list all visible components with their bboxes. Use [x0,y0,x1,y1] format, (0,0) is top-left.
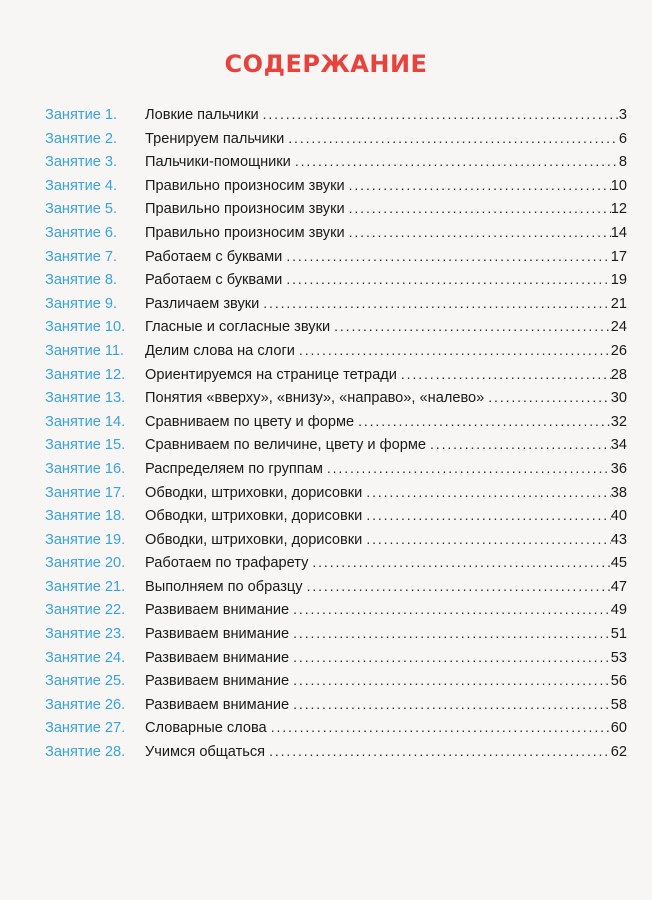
toc-topic: Словарные слова [145,720,267,737]
toc-lesson-number: Занятие 8. [45,272,118,289]
toc-dot-leader [288,127,619,151]
table-of-contents [45,103,627,764]
toc-entry [45,693,627,717]
toc-dot-leader [327,457,611,481]
toc-dot-leader [269,740,611,764]
toc-page-number: 45 [610,555,627,572]
toc-lesson-number: Занятие 3. [45,154,118,171]
toc-topic: Учимся общаться [145,744,266,761]
toc-dot-leader [349,174,611,198]
toc-page-number: 40 [610,508,627,525]
toc-entry [45,622,627,646]
toc-topic: Развиваем внимание [145,626,290,643]
toc-topic: Ловкие пальчики [145,107,259,123]
toc-dot-leader [401,363,611,387]
toc-entry [45,197,627,221]
toc-lesson-number: Занятие 27. [45,720,126,737]
toc-lesson-number: Занятие 10. [45,319,126,336]
toc-topic: Правильно произносим звуки [145,201,345,218]
toc-topic: Тренируем пальчики [145,130,285,147]
toc-entry [45,433,627,457]
toc-page-number: 28 [610,366,627,383]
toc-entry [45,716,627,740]
toc-page-number: 43 [610,531,627,548]
toc-entry [45,103,627,127]
toc-page-number: 34 [610,437,627,454]
toc-topic: Выполняем по образцу [145,578,303,595]
toc-lesson-number: Занятие 2. [45,130,118,147]
toc-page-number: 56 [610,673,627,690]
toc-topic: Пальчики-помощники [145,154,291,171]
toc-entry [45,315,627,339]
toc-dot-leader [349,221,611,245]
toc-dot-leader [286,268,610,292]
toc-lesson-number: Занятие 19. [45,531,126,548]
toc-page-number: 14 [610,224,627,241]
toc-dot-leader [286,245,610,269]
toc-page-number: 17 [610,248,627,265]
toc-topic: Обводки, штриховки, дорисовки [145,484,363,501]
toc-entry [45,410,627,434]
toc-page-number: 19 [610,272,627,289]
toc-entry [45,339,627,363]
toc-entry [45,221,627,245]
toc-page-number: 60 [610,720,627,737]
toc-dot-leader [293,622,611,646]
toc-lesson-number: Занятие 18. [45,508,126,525]
toc-lesson-number: Занятие 4. [45,177,118,194]
toc-lesson-number: Занятие 16. [45,460,126,477]
toc-topic: Различаем звуки [145,295,260,312]
toc-topic: Сравниваем по величине, цвету и форме [145,437,427,454]
toc-entry [45,457,627,481]
toc-dot-leader [299,339,611,363]
toc-dot-leader [293,646,611,670]
toc-dot-leader [488,386,610,410]
toc-lesson-number: Занятие 24. [45,649,126,666]
toc-page-number: 8 [618,154,627,171]
toc-entry [45,386,627,410]
toc-dot-leader [366,504,610,528]
toc-dot-leader [366,481,610,505]
toc-lesson-number: Занятие 22. [45,602,126,619]
toc-dot-leader [295,150,619,174]
toc-topic: Сравниваем по цвету и форме [145,413,355,430]
toc-lesson-number: Занятие 11. [45,342,125,359]
toc-entry [45,127,627,151]
toc-topic: Работаем по трафарету [145,555,309,572]
toc-topic: Развиваем внимание [145,602,290,619]
toc-topic: Развиваем внимание [145,649,290,666]
toc-lesson-number: Занятие 15. [45,437,126,454]
toc-page-number: 6 [618,130,627,147]
toc-lesson-number: Занятие 5. [45,201,118,218]
toc-dot-leader [263,103,619,127]
toc-topic: Делим слова на слоги [145,342,295,359]
toc-entry [45,646,627,670]
toc-entry [45,174,627,198]
toc-page-number: 62 [610,744,627,761]
toc-dot-leader [349,197,611,221]
toc-entry [45,740,627,764]
toc-dot-leader [271,716,611,740]
toc-entry [45,150,627,174]
toc-page-number: 3 [618,107,627,123]
toc-page-number: 21 [610,295,627,312]
toc-entry [45,268,627,292]
toc-topic: Работаем с буквами [145,272,283,289]
toc-page-number: 32 [610,413,627,430]
toc-page-number: 26 [610,342,627,359]
toc-page-number: 12 [610,201,627,218]
page-title: СОДЕРЖАНИЕ [224,50,428,78]
toc-topic: Развиваем внимание [145,696,290,713]
toc-topic: Распределяем по группам [145,460,323,477]
toc-entry [45,481,627,505]
toc-entry [45,551,627,575]
toc-entry [45,575,627,599]
toc-page-number: 47 [610,578,627,595]
toc-lesson-number: Занятие 6. [45,224,118,241]
toc-page-number: 30 [610,390,627,407]
toc-page-number: 49 [610,602,627,619]
toc-dot-leader [430,433,611,457]
toc-lesson-number: Занятие 14. [45,413,126,430]
toc-topic: Ориентируемся на странице тетради [145,366,397,383]
toc-lesson-number: Занятие 20. [45,555,126,572]
toc-lesson-number: Занятие 23. [45,626,126,643]
toc-entry [45,669,627,693]
toc-dot-leader [263,292,610,316]
toc-entry [45,504,627,528]
toc-topic: Правильно произносим звуки [145,224,345,241]
toc-page-number: 24 [610,319,627,336]
toc-lesson-number: Занятие 17. [45,484,126,501]
toc-dot-leader [293,669,611,693]
toc-entry [45,363,627,387]
toc-dot-leader [366,528,610,552]
toc-lesson-number: Занятие 26. [45,696,126,713]
toc-lesson-number: Занятие 1. [45,107,118,123]
toc-topic: Обводки, штриховки, дорисовки [145,531,363,548]
toc-topic: Обводки, штриховки, дорисовки [145,508,363,525]
toc-lesson-number: Занятие 21. [45,578,126,595]
toc-lesson-number: Занятие 13. [45,390,126,407]
toc-topic: Работаем с буквами [145,248,283,265]
toc-page-number: 58 [610,696,627,713]
toc-topic: Понятия «вверху», «внизу», «направо», «налево» [145,390,485,407]
toc-topic: Гласные и согласные звуки [145,319,331,336]
toc-lesson-number: Занятие 7. [45,248,118,265]
toc-page-number: 38 [610,484,627,501]
toc-lesson-number: Занятие 12. [45,366,126,383]
toc-dot-leader [334,315,611,339]
toc-page-number: 36 [610,460,627,477]
toc-page-number: 53 [610,649,627,666]
toc-dot-leader [312,551,610,575]
toc-entry [45,245,627,269]
toc-page-number: 51 [610,626,627,643]
toc-topic: Правильно произносим звуки [145,177,345,194]
toc-dot-leader [293,598,611,622]
toc-dot-leader [358,410,611,434]
toc-lesson-number: Занятие 28. [45,744,126,761]
toc-entry [45,598,627,622]
toc-lesson-number: Занятие 9. [45,295,118,312]
toc-lesson-number: Занятие 25. [45,673,126,690]
toc-dot-leader [293,693,611,717]
toc-page-number: 10 [610,177,627,194]
toc-dot-leader [307,575,611,599]
toc-entry [45,528,627,552]
toc-entry [45,292,627,316]
toc-topic: Развиваем внимание [145,673,290,690]
